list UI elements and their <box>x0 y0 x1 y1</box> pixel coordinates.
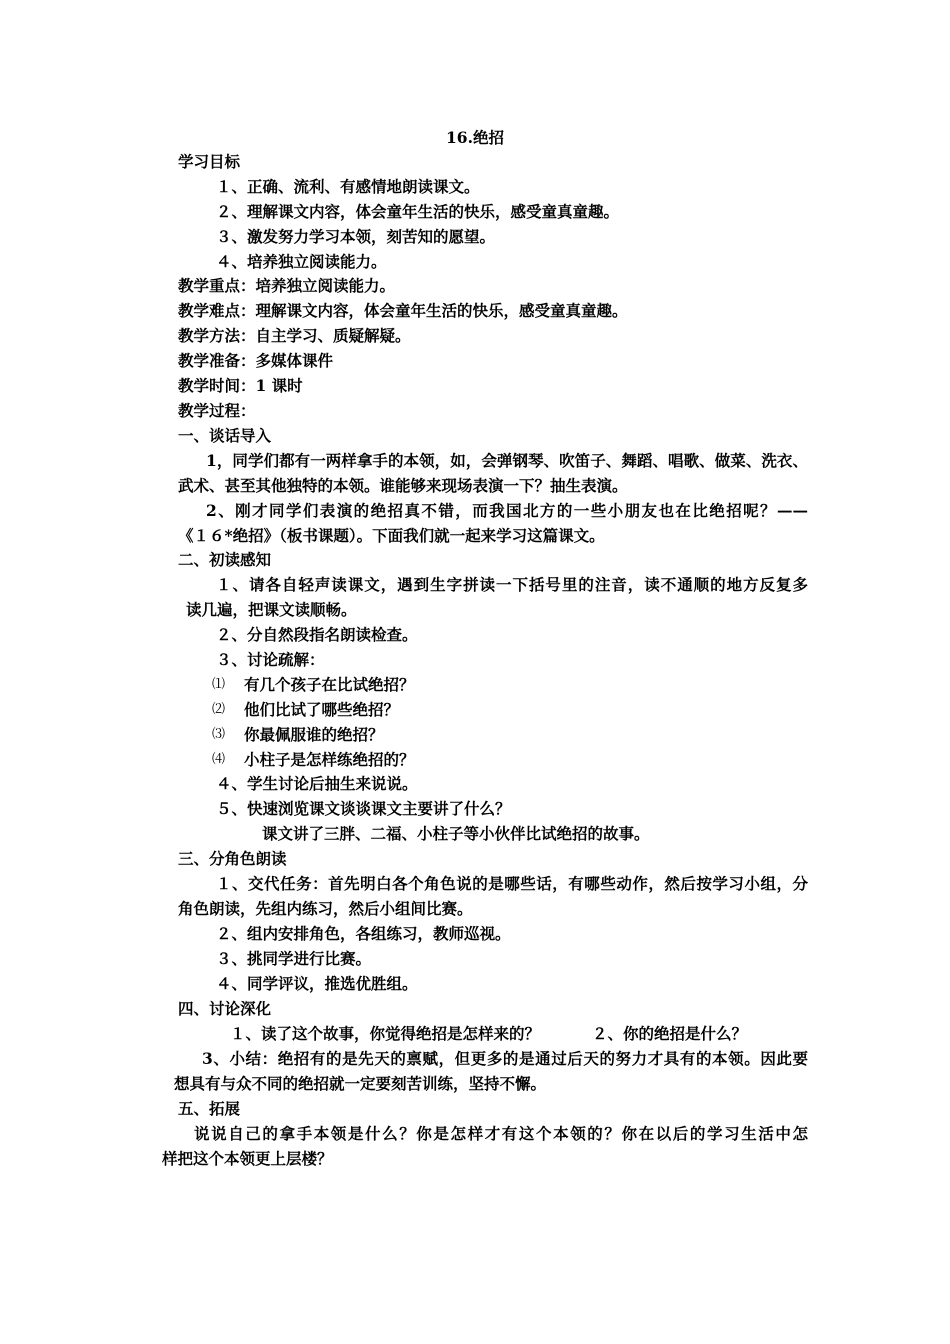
paragraph-line: 武术、甚至其他独特的本领。谁能够来现场表演一下？抽生表演。 <box>178 476 628 495</box>
goal-item: ３、激发努力学习本领，刻苦知的愿望。 <box>216 227 496 246</box>
paragraph-line: 角色朗读，先组内练习，然后小组间比赛。 <box>178 899 473 918</box>
paragraph-line: ４、同学评议，推选优胜组。 <box>216 974 418 993</box>
paragraph-line: 说说自己的拿手本领是什么？你是怎样才有这个本领的？你在以后的学习生活中怎 <box>194 1124 808 1143</box>
paragraph-line: ２、组内安排角色，各组练习，教师巡视。 <box>216 924 511 943</box>
question-number: ⑵ <box>212 702 226 717</box>
question-number: ⑷ <box>212 752 226 767</box>
paragraph-line: 2、刚才同学们表演的绝招真不错，而我国北方的一些小朋友也在比绝招呢？—— <box>206 501 808 520</box>
paragraph-line: 1，同学们都有一两样拿手的本领，如，会弹钢琴、吹笛子、舞蹈、唱歌、做菜、洗衣、 <box>206 451 808 470</box>
time: 教学时间：1 课时 <box>178 376 303 395</box>
page-title: 16.绝招 <box>446 128 504 147</box>
paragraph-line: 样把这个本领更上层楼？ <box>162 1149 333 1168</box>
paragraph-line: ３、挑同学进行比赛。 <box>216 949 372 968</box>
section-heading: 四、讨论深化 <box>178 999 272 1018</box>
goal-item: ２、理解课文内容，体会童年生活的快乐，感受童真童趣。 <box>216 202 620 221</box>
paragraph-line: 读几遍，把课文读顺畅。 <box>186 600 357 619</box>
paragraph-line: 想具有与众不同的绝招就一定要刻苦训练，坚持不懈。 <box>174 1074 547 1093</box>
section-heading: 三、分角色朗读 <box>178 849 287 868</box>
paragraph-line: ５、快速浏览课文谈谈课文主要讲了什么？ <box>216 799 511 818</box>
goal-item: ４、培养独立阅读能力。 <box>216 252 387 271</box>
paragraph-line: ３、讨论疏解： <box>216 650 325 669</box>
goal-item: １、正确、流利、有感情地朗读课文。 <box>216 177 480 196</box>
paragraph-line: １、交代任务：首先明白各个角色说的是哪些话，有哪些动作，然后按学习小组，分 <box>216 874 808 893</box>
paragraph-line: １、请各自轻声读课文，遇到生字拼读一下括号里的注音，读不通顺的地方反复多 <box>216 575 808 594</box>
difficulty: 教学难点：理解课文内容，体会童年生活的快乐，感受童真童趣。 <box>178 301 628 320</box>
paragraph-line: ２、分自然段指名朗读检查。 <box>216 625 418 644</box>
section-heading: 二、初读感知 <box>178 550 272 569</box>
key-point: 教学重点：培养独立阅读能力。 <box>178 276 396 295</box>
paragraph-line: 《１６*绝招》（板书课题）。下面我们就一起来学习这篇课文。 <box>178 526 605 545</box>
question-item: 他们比试了哪些绝招？ <box>244 700 400 719</box>
question-number: ⑶ <box>212 727 226 742</box>
question-item: 有几个孩子在比试绝招？ <box>244 675 415 694</box>
method: 教学方法：自主学习、质疑解疑。 <box>178 326 411 345</box>
preparation: 教学准备：多媒体课件 <box>178 351 334 370</box>
paragraph-line: ４、学生讨论后抽生来说说。 <box>216 774 418 793</box>
paragraph-line: 课文讲了三胖、二福、小柱子等小伙伴比试绝招的故事。 <box>262 824 650 843</box>
paragraph-line: 3、小结：绝招有的是先天的禀赋，但更多的是通过后天的努力才具有的本领。因此要 <box>202 1049 808 1068</box>
section-heading: 一、谈话导入 <box>178 426 272 445</box>
paragraph-line: ２、你的绝招是什么？ <box>592 1024 748 1043</box>
process-heading: 教学过程： <box>178 401 256 420</box>
goals-heading: 学习目标 <box>178 152 241 171</box>
question-number: ⑴ <box>212 677 226 692</box>
section-heading: 五、拓展 <box>178 1099 241 1118</box>
question-item: 小柱子是怎样练绝招的？ <box>244 750 415 769</box>
question-item: 你最佩服谁的绝招？ <box>244 725 384 744</box>
paragraph-line: １、读了这个故事，你觉得绝招是怎样来的？ <box>230 1024 541 1043</box>
